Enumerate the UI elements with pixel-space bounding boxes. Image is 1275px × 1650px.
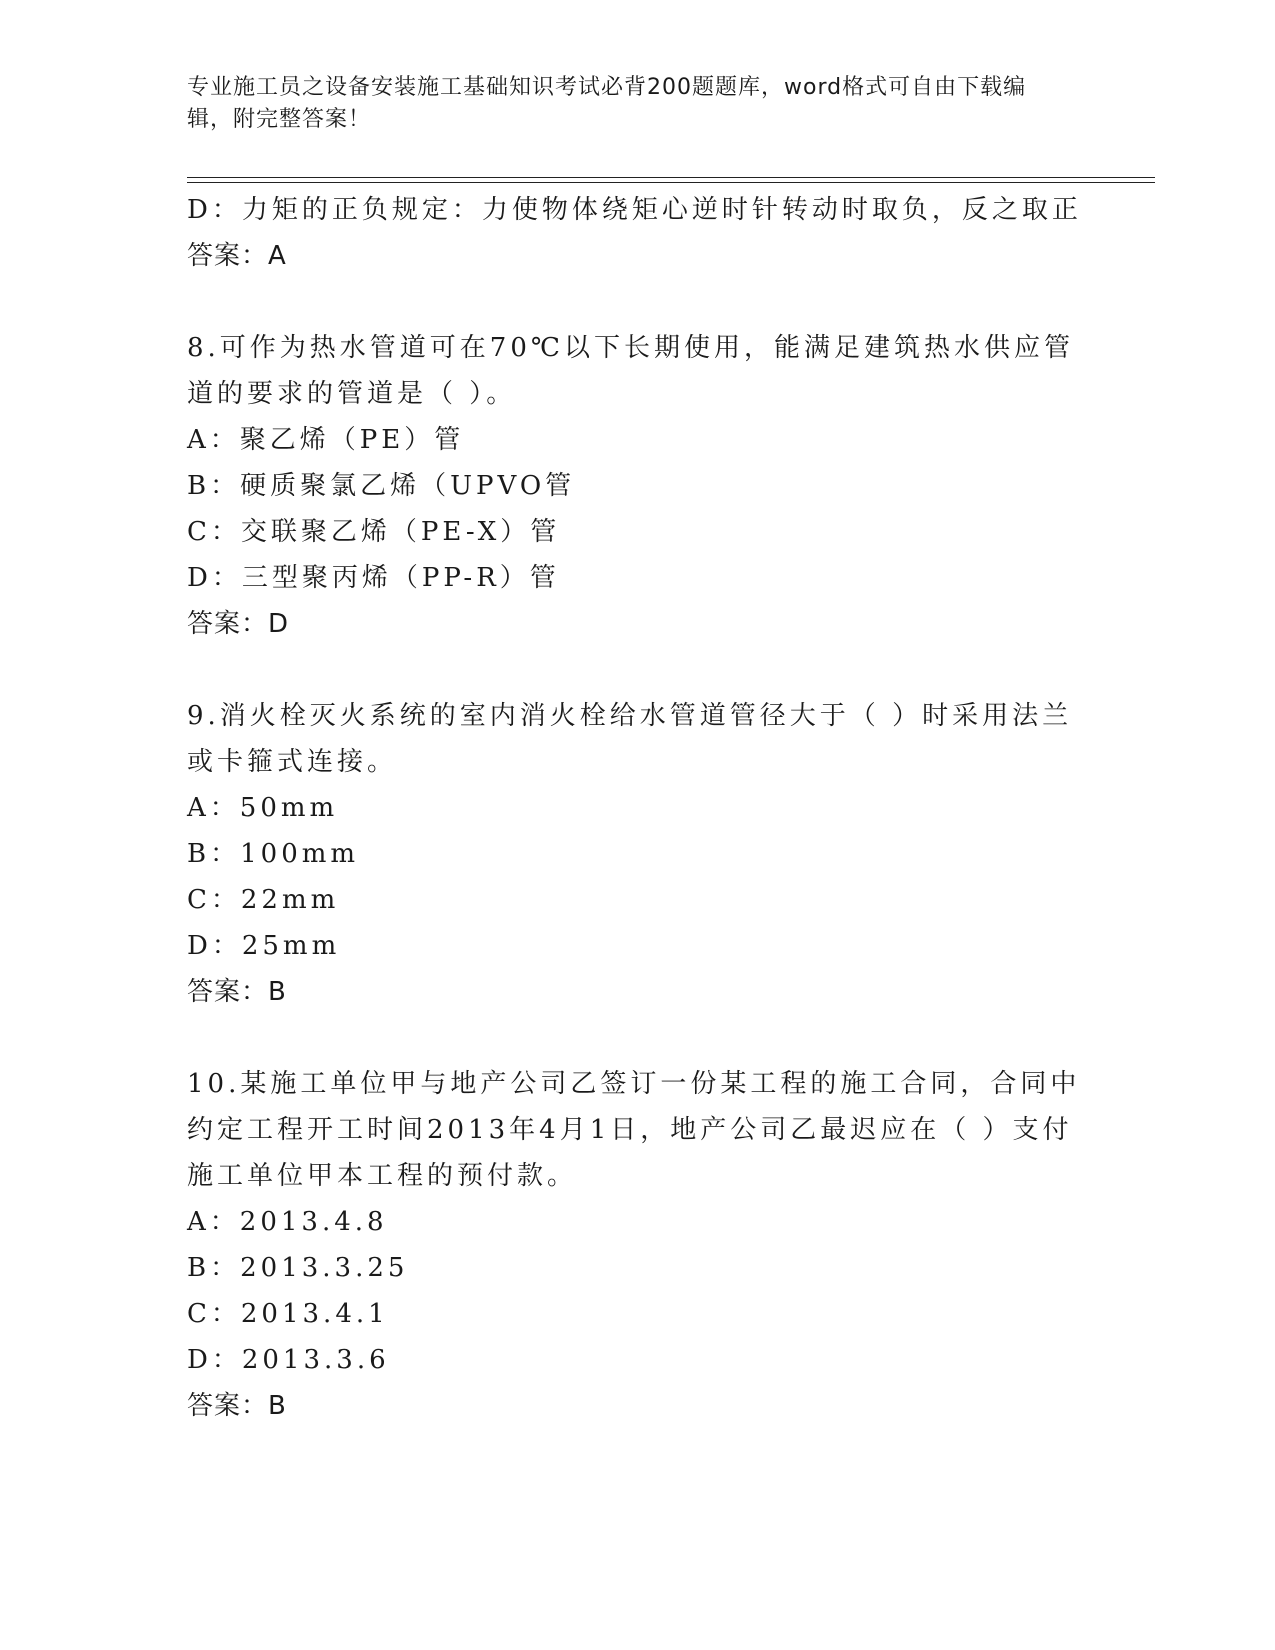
option-b: B：硬质聚氯乙烯（UPVO管	[187, 471, 576, 501]
document-header: 专业施工员之设备安装施工基础知识考试必背200题题库，word格式可自由下载编辑，附完整答案！	[187, 75, 1027, 132]
option-c: C：交联聚乙烯（PE-X）管	[187, 517, 561, 547]
prev-option-d: D：力矩的正负规定：力使物体绕矩心逆时针转动时取负，反之取正	[187, 195, 1082, 225]
option-b: B：2013.3.25	[187, 1253, 409, 1283]
question-9	[187, 693, 1087, 1015]
header-divider-top	[187, 177, 1155, 178]
option-c: C：2013.4.1	[187, 1299, 389, 1329]
answer: 答案：B	[187, 977, 287, 1007]
option-a: A：50mm	[187, 793, 339, 823]
question-10	[187, 1061, 1087, 1429]
question-text: 8.可作为热水管道可在70℃以下长期使用，能满足建筑热水供应管道的要求的管道是（ ）。	[187, 333, 1074, 409]
answer: 答案：B	[187, 1391, 287, 1421]
option-d: D：三型聚丙烯（PP-R）管	[187, 563, 560, 593]
option-b: B：100mm	[187, 839, 360, 869]
option-d: D：2013.3.6	[187, 1345, 390, 1375]
question-text: 10.某施工单位甲与地产公司乙签订一份某工程的施工合同，合同中约定工程开工时间2013年4月1日，地产公司乙最迟应在（ ）支付施工单位甲本工程的预付款。	[187, 1069, 1081, 1191]
question-text: 9.消火栓灭火系统的室内消火栓给水管道管径大于（ ）时采用法兰或卡箍式连接。	[187, 701, 1073, 777]
option-c: C：22mm	[187, 885, 340, 915]
header-divider-bottom	[187, 182, 1155, 183]
option-a: A：聚乙烯（PE）管	[187, 425, 465, 455]
option-d: D：25mm	[187, 931, 341, 961]
question-8	[187, 325, 1087, 647]
prev-answer: 答案：A	[187, 241, 287, 271]
answer: 答案：D	[187, 609, 290, 639]
option-a: A：2013.4.8	[187, 1207, 388, 1237]
document-content	[187, 187, 1087, 1429]
